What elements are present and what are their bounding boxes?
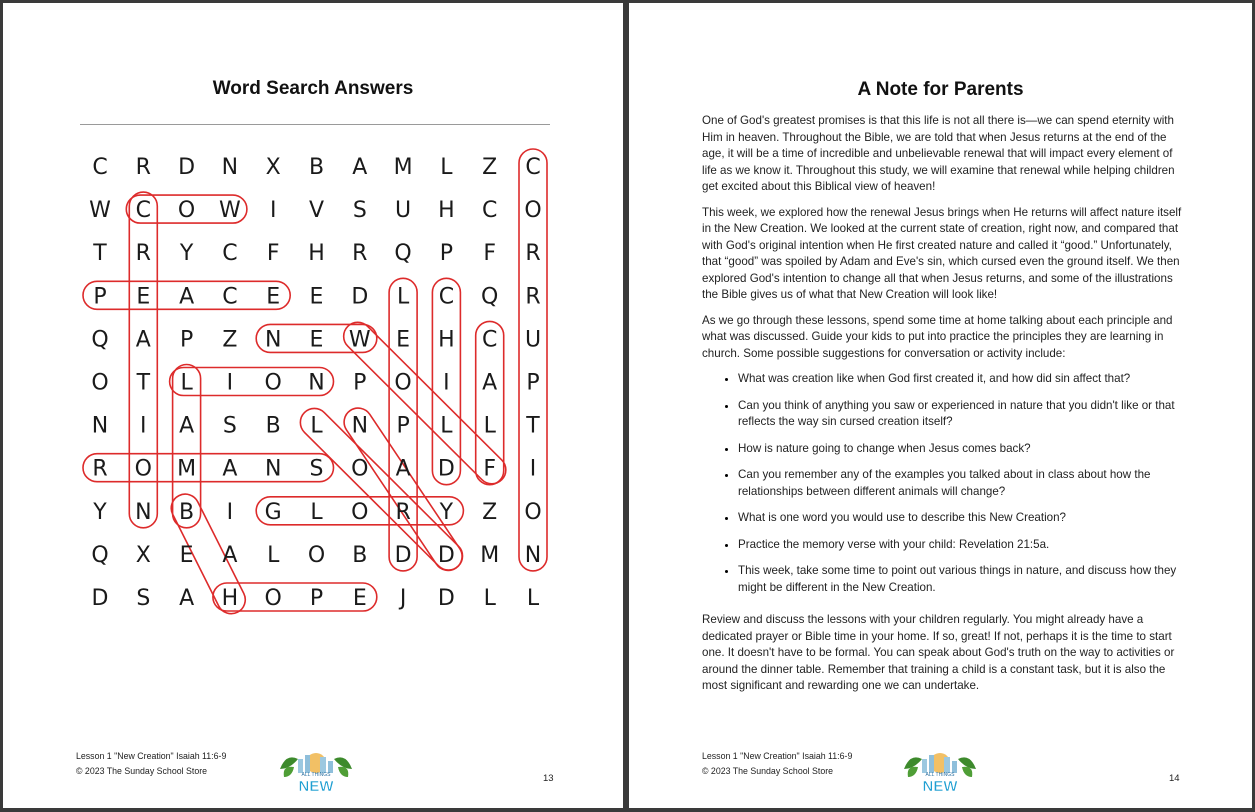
grid-letter: P	[93, 284, 107, 310]
grid-letter: L	[440, 155, 453, 180]
grid-letter: H	[308, 241, 325, 267]
grid-letter: F	[483, 456, 497, 482]
grid-letter: A	[395, 456, 411, 482]
grid-letter: T	[93, 241, 107, 267]
footer-lesson: Lesson 1 "New Creation" Isaiah 11:6-9	[76, 751, 227, 761]
footer	[702, 749, 852, 779]
grid-letter: N	[264, 327, 282, 353]
parents-note-body	[702, 113, 1182, 704]
grid-letter: Y	[179, 241, 194, 267]
grid-letter: O	[91, 370, 109, 396]
grid-letter: N	[135, 499, 152, 525]
list-item: • What is one word you would use to describe this New Creation?	[738, 510, 1182, 527]
grid-letter: X	[265, 155, 281, 180]
grid-letter: I	[529, 456, 537, 482]
grid-letter: W	[348, 327, 371, 353]
grid-letter: O	[264, 586, 282, 611]
grid-letter: H	[221, 586, 239, 611]
grid-letter: E	[266, 284, 281, 310]
grid-letter: W	[89, 198, 111, 224]
grid-letter: B	[265, 413, 281, 439]
grid-letter: D	[178, 155, 196, 180]
grid-letter: E	[309, 327, 324, 353]
grid-letter: R	[352, 241, 368, 267]
grid-letter: C	[482, 327, 498, 353]
grid-letter: Z	[222, 327, 238, 353]
grid-letter: Z	[482, 499, 498, 525]
grid-letter: C	[92, 155, 108, 180]
grid-letter: M	[480, 542, 500, 568]
grid-letter: Q	[394, 241, 412, 267]
grid-letter: N	[264, 456, 282, 482]
grid-letter: H	[438, 198, 455, 224]
grid-letter: E	[396, 327, 411, 353]
grid-letter: E	[136, 284, 151, 310]
grid-letter: Y	[93, 499, 107, 525]
grid-letter: P	[179, 327, 194, 353]
grid-letter: A	[482, 370, 498, 396]
page-title: Word Search Answers	[212, 78, 414, 99]
grid-letter: A	[179, 586, 195, 611]
grid-letter: I	[140, 413, 147, 439]
footer-copyright: © 2023 The Sunday School Store	[702, 766, 834, 776]
grid-letter: W	[219, 198, 241, 224]
grid-letter: R	[395, 499, 411, 525]
grid-letter: F	[266, 241, 280, 267]
list-item: • How is nature going to change when Jesus comes back?	[738, 441, 1182, 458]
grid-letter: P	[309, 586, 324, 611]
grid-letter: E	[179, 542, 194, 568]
grid-letter: D	[351, 284, 369, 310]
grid-letter: Q	[91, 327, 109, 353]
grid-letter: L	[396, 284, 410, 310]
grid-letter: Q	[91, 542, 109, 568]
grid-letter: O	[134, 456, 152, 482]
grid-letter: P	[526, 370, 540, 396]
grid-letter: S	[222, 413, 237, 439]
grid-letter: N	[308, 370, 325, 396]
answer-outline-romans	[83, 454, 334, 482]
grid-letter: L	[310, 499, 323, 525]
grid-letter: P	[353, 370, 367, 396]
grid-letter: A	[222, 542, 238, 568]
word-search-grid	[3, 3, 623, 643]
grid-letter: N	[524, 542, 542, 568]
grid-letter: A	[135, 327, 151, 353]
grid-letter: A	[179, 413, 195, 439]
grid-letter: R	[525, 241, 541, 267]
grid-letter: V	[308, 198, 325, 224]
grid-letter: T	[136, 370, 151, 396]
grid-letter: R	[135, 155, 151, 180]
list-item: • Can you think of anything you saw or experienced in nature that you didn't like or that reflects the way sin cursed creation itself?	[738, 398, 1182, 431]
grid-letter: B	[308, 155, 325, 180]
logo-small-text: ALL THINGS	[925, 772, 955, 778]
footer	[76, 749, 226, 779]
grid-letter: R	[525, 284, 541, 310]
grid-letter: L	[526, 586, 540, 611]
suggestion-list	[702, 371, 1182, 596]
grid-letter: O	[394, 370, 412, 396]
paragraph: This week, we explored how the renewal Jesus brings when He returns will affect nature itself in the New Creation. We looked at the current state of creation, right now, and compared that with God's original intention when He first created nature and called it “good.” Unfortunately, that “good” was spoiled by Adam and Eve's sin, which cursed even the ground itself. We then explored God's intention to change all that when Jesus returns, and some of the illustrations the Bible gives us of what that New Creation will look like!	[702, 205, 1182, 301]
page-14	[629, 3, 1252, 808]
grid-letter: R	[92, 456, 108, 482]
list-item: • What was creation like when God first created it, and how did sin affect that?	[738, 371, 1182, 388]
grid-letter: C	[222, 241, 238, 267]
grid-letter: L	[180, 370, 193, 396]
grid-letter: O	[351, 456, 369, 482]
logo-big-text: NEW	[922, 778, 958, 795]
grid-letter: L	[440, 413, 453, 439]
grid-letter: L	[483, 413, 496, 439]
grid-letter: D	[437, 456, 455, 482]
grid-letter: S	[309, 456, 324, 482]
grid-letter: O	[524, 499, 542, 525]
footer-copyright: © 2023 The Sunday School Store	[76, 766, 208, 776]
grid-letter: X	[135, 542, 151, 568]
page-number: 14	[1169, 773, 1180, 784]
grid-letter: D	[91, 586, 109, 611]
logo-small-text: ALL THINGS	[301, 772, 331, 778]
grid-letter: I	[443, 370, 450, 396]
grid-letter: A	[222, 456, 238, 482]
grid-letter: S	[352, 198, 367, 224]
closing-paragraph: Review and discuss the lessons with your children regularly. You might already have a dedicated prayer or Bible time in your home. If so, great! If not, perhaps it is the time to start one. It doesn't have to be formal. You can speak about God's truth on the way to activities or around the dinner table. Remember that training a child is a constant task, but it is also the most significant and rewarding one we can undertake.	[702, 613, 1175, 692]
grid-letter: D	[437, 586, 455, 611]
grid-letter: N	[91, 413, 109, 439]
list-item: • Can you remember any of the examples you talked about in class about how the relationships between different animals will change?	[738, 467, 1182, 500]
grid-letter: M	[393, 155, 413, 180]
grid-letter: C	[222, 284, 238, 310]
grid-letter: E	[352, 586, 367, 611]
grid-letter: Z	[482, 155, 498, 180]
page-number: 13	[543, 773, 554, 784]
page-title: A Note for Parents	[857, 79, 1024, 100]
grid-letter: D	[437, 542, 455, 568]
all-things-new-logo-icon	[276, 747, 356, 797]
grid-letter: C	[482, 198, 498, 224]
grid-letter: U	[395, 198, 412, 224]
grid-letter: E	[309, 284, 324, 310]
footer-lesson: Lesson 1 "New Creation" Isaiah 11:6-9	[702, 751, 853, 761]
grid-letter: D	[394, 542, 412, 568]
all-things-new-logo-icon	[900, 747, 980, 797]
grid-letter: O	[351, 499, 369, 525]
logo-big-text: NEW	[298, 778, 334, 795]
grid-letter: T	[526, 413, 540, 439]
grid-letter: C	[525, 155, 541, 180]
grid-letter: I	[269, 198, 277, 224]
grid-letter: G	[264, 499, 282, 525]
grid-letter: F	[483, 241, 497, 267]
grid-letter: R	[135, 241, 151, 267]
grid-letter: I	[226, 499, 234, 525]
grid-letter: B	[352, 542, 368, 568]
list-item: • This week, take some time to point out various things in nature, and discuss how they might be different in the New Creation.	[738, 563, 1182, 596]
grid-letter: N	[221, 155, 239, 180]
grid-letter: L	[483, 586, 496, 611]
grid-letter: Q	[481, 284, 499, 310]
grid-letter: B	[179, 499, 195, 525]
grid-letter: P	[396, 413, 410, 439]
grid-letter: O	[177, 198, 196, 224]
grid-letter: U	[524, 327, 542, 353]
grid-letter: L	[267, 542, 280, 568]
grid-letter: J	[399, 586, 407, 611]
grid-letter: L	[310, 413, 323, 439]
grid-letter: O	[307, 542, 326, 568]
grid-letter: A	[352, 155, 368, 180]
list-item: • Practice the memory verse with your child: Revelation 21:5a.	[738, 537, 1182, 554]
grid-letter: A	[179, 284, 195, 310]
grid-letter: H	[438, 327, 455, 353]
grid-letter: O	[524, 198, 542, 224]
grid-letter: I	[226, 370, 234, 396]
grid-letter: C	[135, 198, 151, 224]
grid-letter: S	[136, 586, 151, 611]
grid-letter: P	[439, 241, 454, 267]
grid-letter: M	[177, 456, 197, 482]
grid-letter: Y	[439, 499, 454, 525]
paragraph: One of God's greatest promises is that this life is not all there is—we can spend eternity with Him in heaven. Throughout the Bible, we are told that when Jesus returns at the end of the age, it will be a time of incredible and unbelievable renewal that will impact every element of life as we know it. Throughout this study, we will examine that renewal while helping children get excited about this Biblical view of heaven!	[702, 114, 1175, 193]
grid-letter: O	[264, 370, 282, 396]
paragraph: As we go through these lessons, spend some time at home talking about each principle and what was discussed. Guide your kids to put into practice the principles they are learning in church. Some possible suggestions for conversation or activity include:	[702, 313, 1173, 360]
page-13	[3, 3, 623, 808]
grid-letter: N	[351, 413, 369, 439]
grid-letter: C	[438, 284, 455, 310]
